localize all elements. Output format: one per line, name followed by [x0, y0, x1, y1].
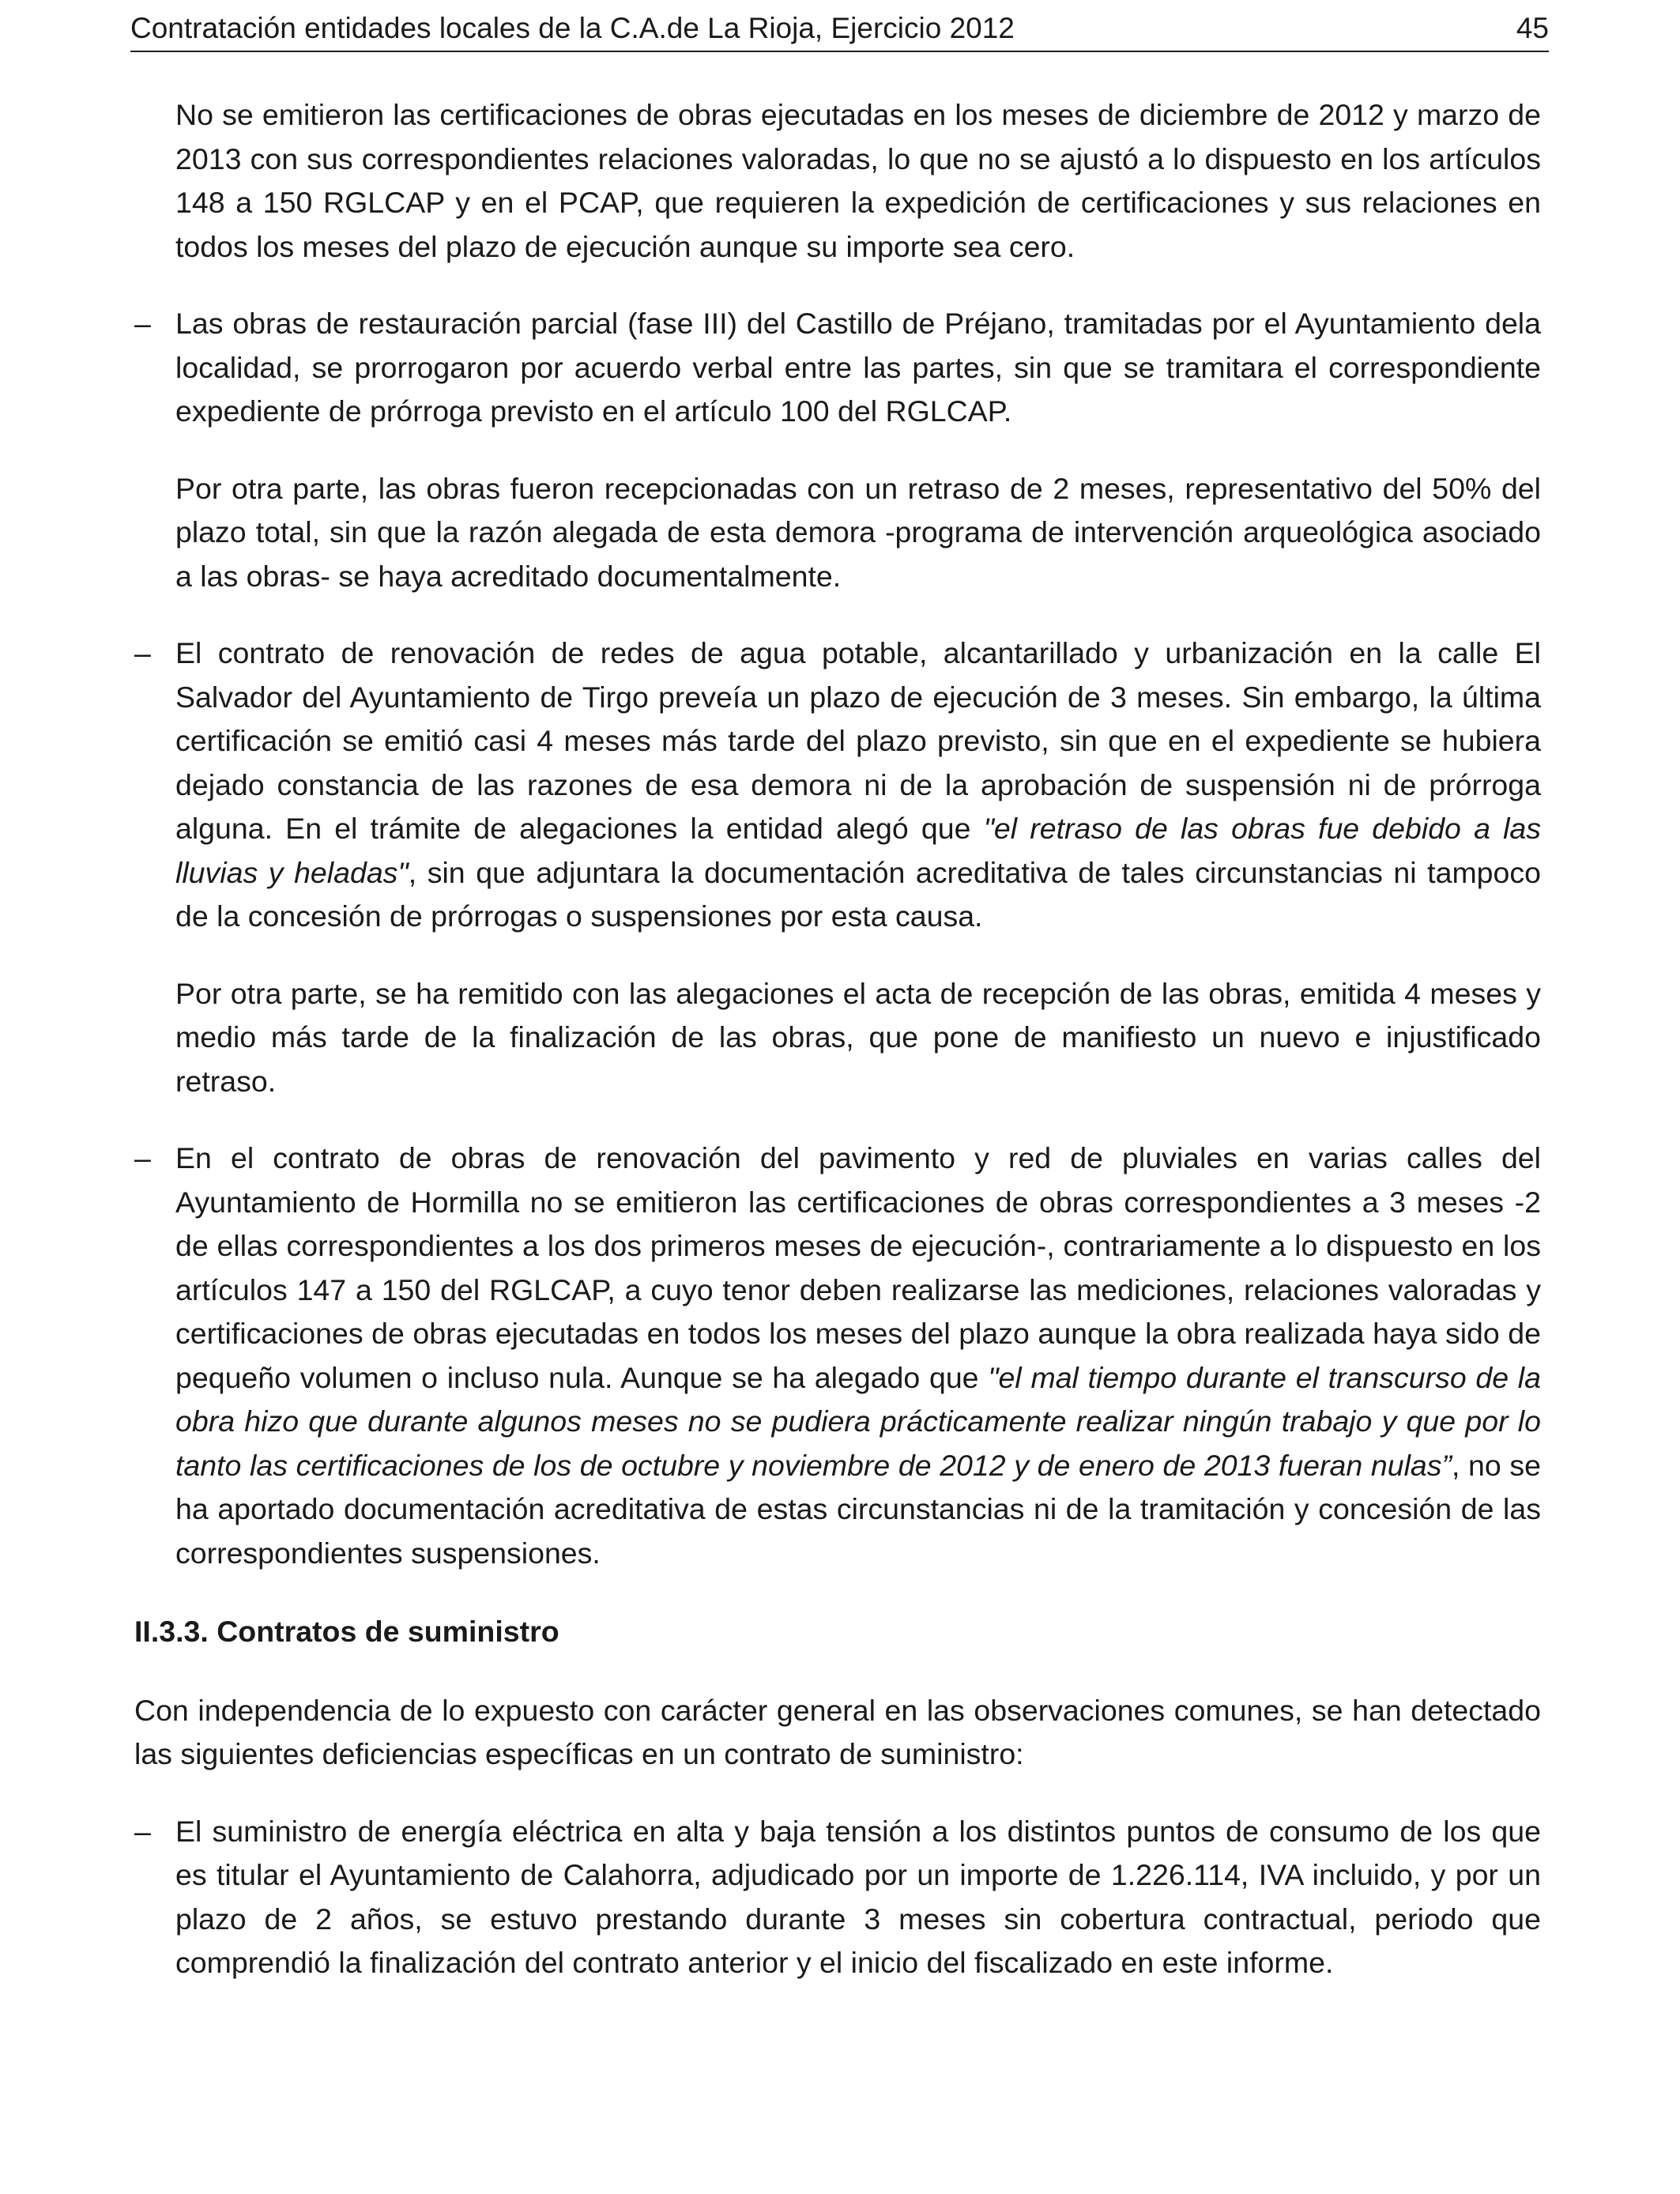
text-run: , sin que adjuntara la documentación acreditativa de tales circunstancias ni tampoco de la concesión de prórrogas o suspensiones por esta causa.: [175, 855, 1541, 933]
section-intro: Con independencia de lo expuesto con carácter general en las observaciones comunes, se han detectado las siguientes deficiencias específicas en un contrato de suministro:: [134, 1693, 1541, 1770]
bullet-dash: –: [134, 307, 151, 340]
section-heading: II.3.3. Contratos de suministro: [134, 1615, 559, 1648]
list-item-text: [175, 631, 1541, 939]
list-item-prejano: [134, 302, 1541, 434]
page-header: [130, 6, 1549, 52]
list-item-text: [175, 1137, 1541, 1575]
header-title: Contratación entidades locales de la C.A.de La Rioja, Ejercicio 2012: [130, 12, 1015, 44]
paragraph-followup-prejano: Por otra parte, las obras fueron recepcionadas con un retraso de 2 meses, representativo del 50% del plazo total, sin que la razón alegada de esta demora -programa de intervención arqueológica asociado a las obras- se haya acreditado documentalmente.: [175, 471, 1541, 593]
text-run: El contrato de renovación de redes de agua potable, alcantarillado y urbanización en la calle El Salvador del Ayuntamiento de Tirgo preveía un plazo de ejecución de 3 meses. Sin embargo, la última certificación se emitió casi 4 meses más tarde del plazo previsto, sin que en el expediente se hubiera dejado constancia de las razones de esa demora ni de la aprobación de suspensión ni de prórroga alguna. En el trámite de alegaciones la entidad alegó que: [175, 636, 1541, 845]
paragraph-certificaciones: No se emitieron las certificaciones de obras ejecutadas en los meses de diciembre de 2012 y marzo de 2013 con sus correspondientes relaciones valoradas, lo que no se ajustó a lo dispuesto en los artículos 148 a 150 RGLCAP y en el PCAP, que requieren la expedición de certificaciones y sus relaciones en todos los meses del plazo de ejecución aunque su importe sea cero.: [175, 98, 1541, 263]
bullet-dash: –: [134, 636, 151, 669]
bullet-dash: –: [134, 1141, 151, 1174]
italic-quote: "el mal tiempo durante el transcurso de la obra hizo que durante algunos meses no se pudiera prácticamente realizar ningún trabajo y que por lo tanto las certificaciones de los de octubre y noviembre de 2012 y de enero de 2013 fueran nulas”: [175, 1360, 1541, 1482]
list-item-hormilla: [134, 1137, 1541, 1575]
page-number: 45: [1516, 12, 1549, 44]
bullet-dash: –: [134, 1814, 151, 1848]
list-item-tirgo: [134, 631, 1541, 939]
text-run: En el contrato de obras de renovación del pavimento y red de pluviales en varias calles del Ayuntamiento de Hormilla no se emitieron las certificaciones de obras correspondientes a 3 meses -2 de ellas correspondientes a los dos primeros meses de ejecución-, contrariamente a lo dispuesto en los artículos 147 a 150 del RGLCAP, a cuyo tenor deben realizarse las mediciones, relaciones valoradas y certificaciones de obras ejecutadas en todos los meses del plazo aunque la obra realizada haya sido de pequeño volumen o incluso nula. Aunque se ha alegado que: [175, 1141, 1541, 1394]
italic-quote: "el retraso de las obras fue debido a las lluvias y heladas": [175, 812, 1542, 889]
paragraph-followup-tirgo: Por otra parte, se ha remitido con las alegaciones el acta de recepción de las obras, emitida 4 meses y medio más tarde de la finalización de las obras, que pone de manifiesto un nuevo e injustificado retraso.: [175, 976, 1541, 1098]
list-item-text: El suministro de energía eléctrica en alta y baja tensión a los distintos puntos de consumo de los que es titular el Ayuntamiento de Calahorra, adjudicado por un importe de 1.226.114, IVA incluido, y por un plazo de 2 años, se estuvo prestando durante 3 meses sin cobertura contractual, periodo que comprendió la finalización del contrato anterior y el inicio del fiscalizado en este informe.: [175, 1814, 1541, 1979]
list-item-calahorra: [134, 1810, 1541, 1985]
list-item-text: Las obras de restauración parcial (fase III) del Castillo de Préjano, tramitadas por el Ayuntamiento dela localidad, se prorrogaron por acuerdo verbal entre las partes, sin que se tramitara el correspondiente expediente de prórroga previsto en el artículo 100 del RGLCAP.: [175, 307, 1541, 428]
text-run: , no se ha aportado documentación acreditativa de estas circunstancias ni de la tramitación y concesión de las correspondientes suspensiones.: [175, 1448, 1541, 1570]
document-body: [134, 93, 1541, 1985]
